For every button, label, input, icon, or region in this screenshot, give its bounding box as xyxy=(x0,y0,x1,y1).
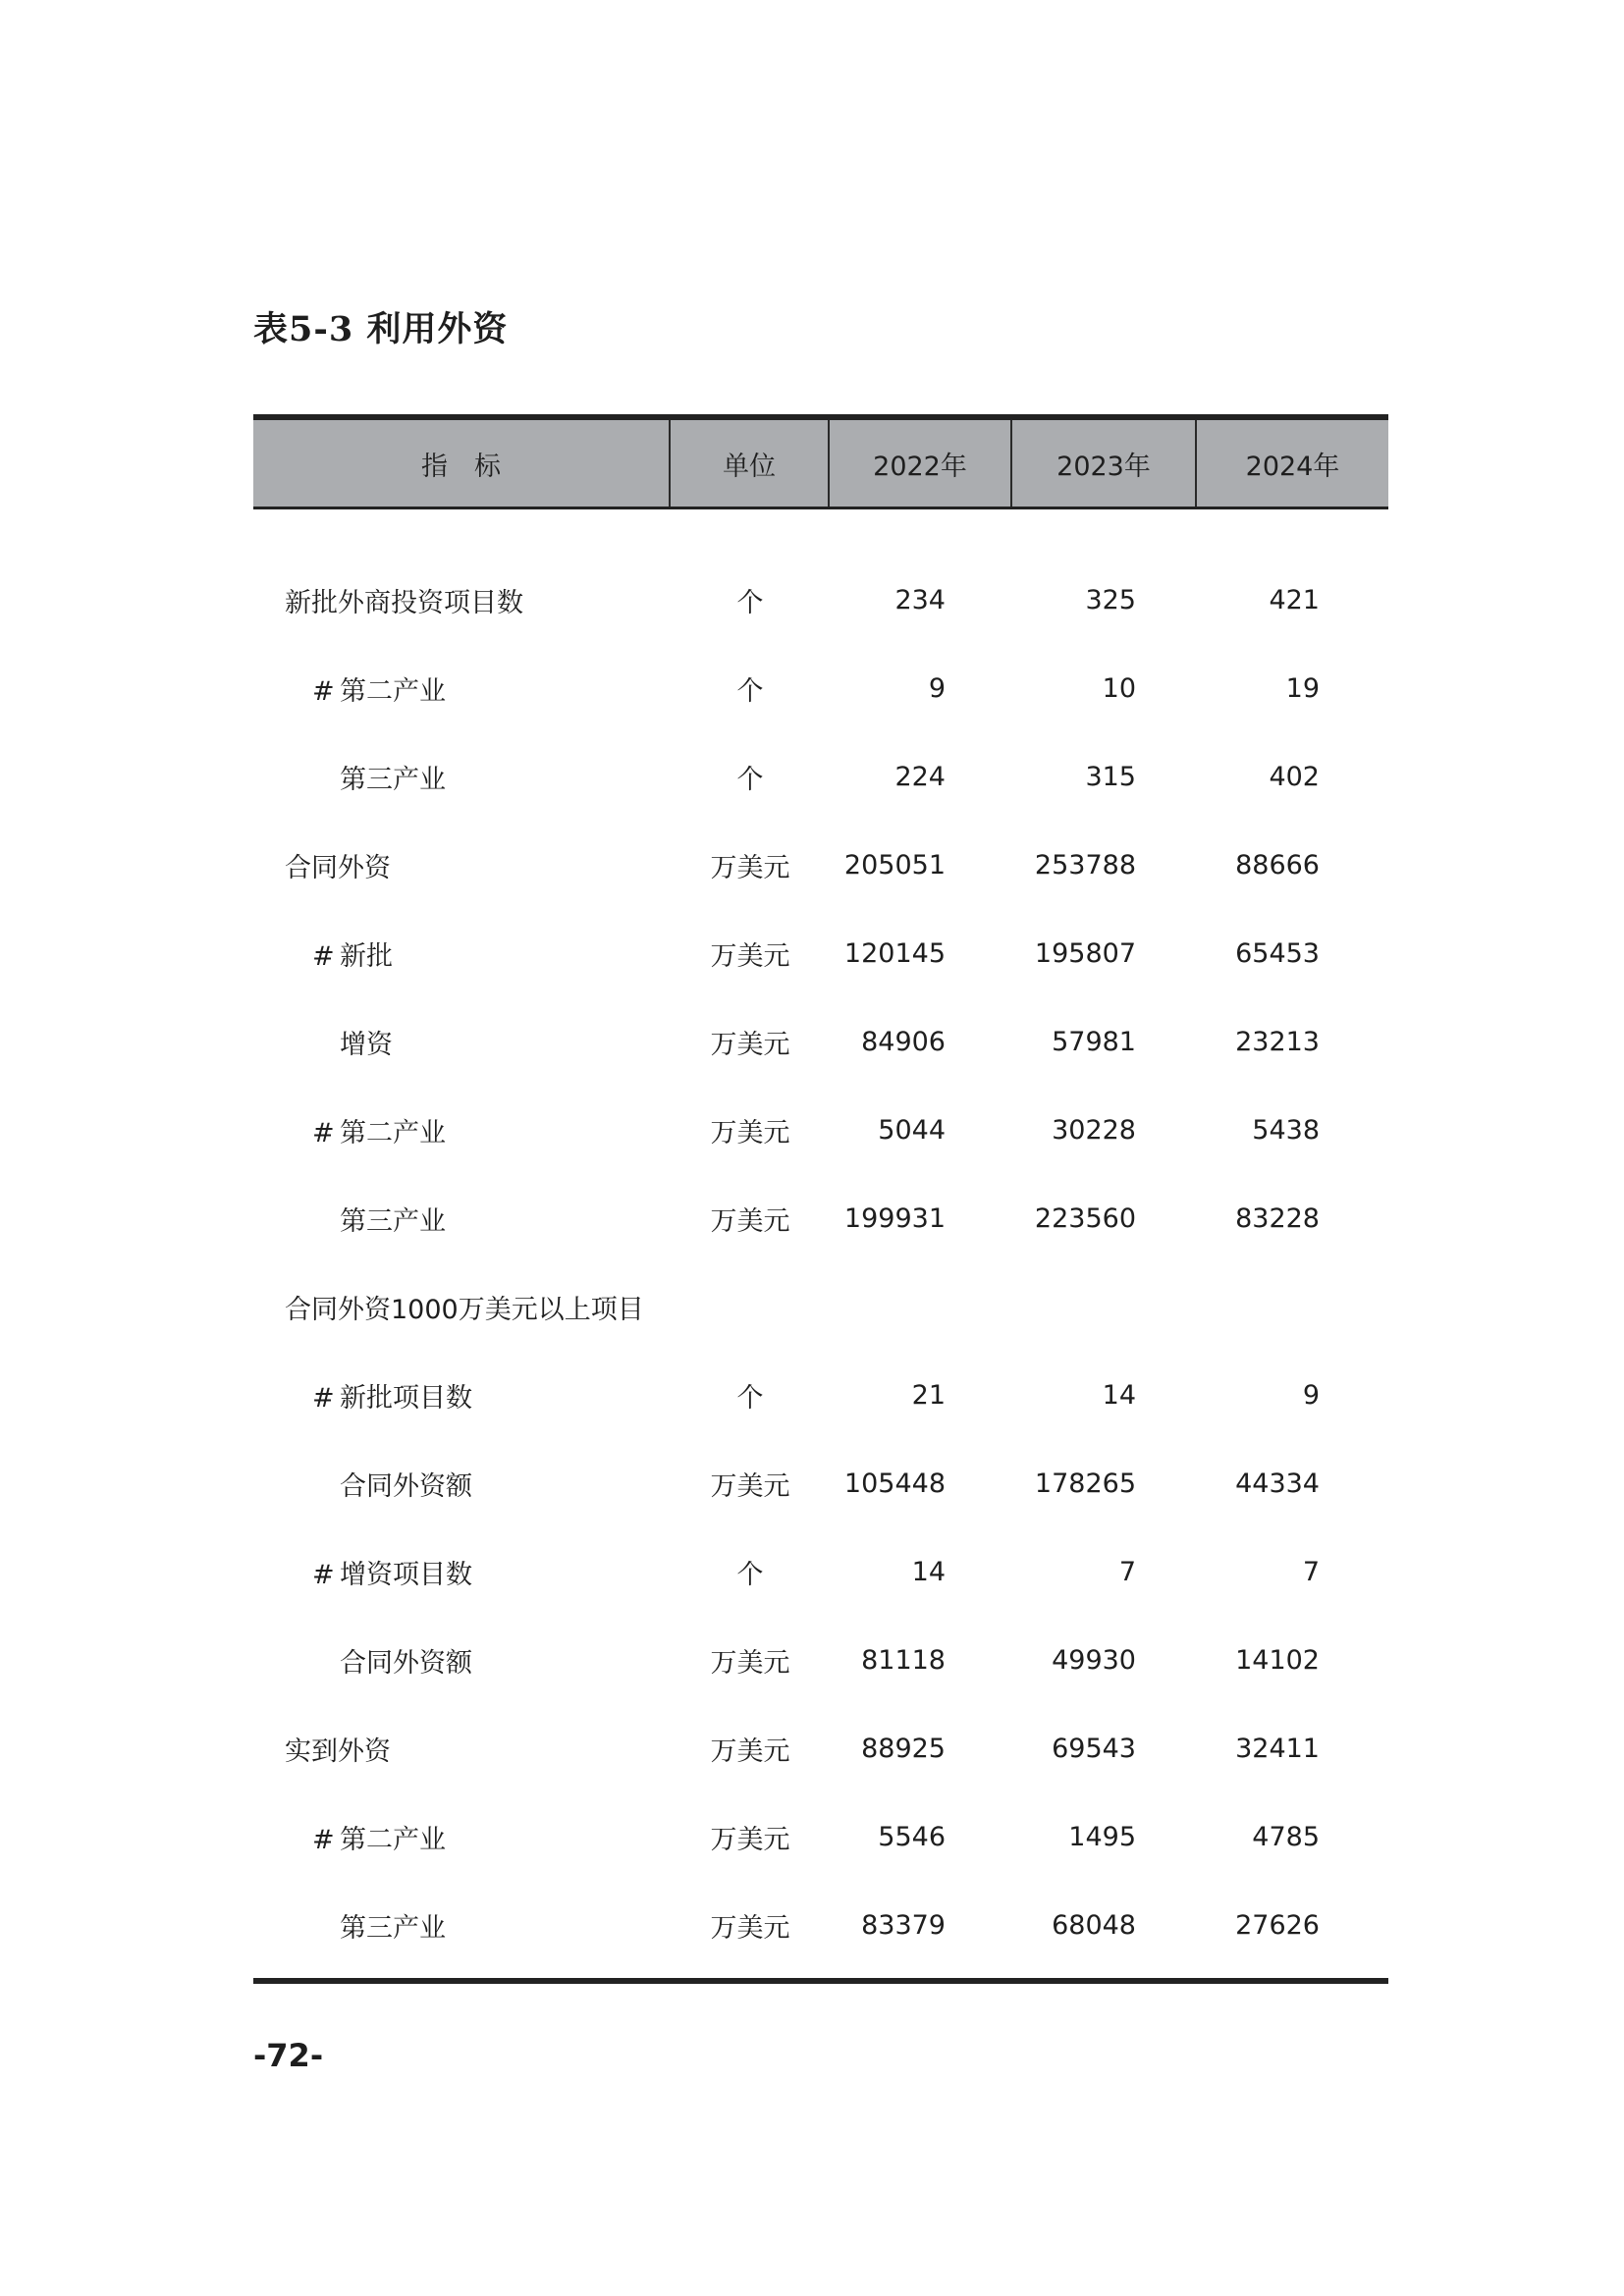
row-unit: 万美元 xyxy=(710,1205,790,1237)
value-2024: 83228 xyxy=(1235,1202,1320,1234)
value-2022: 234 xyxy=(894,584,946,615)
table-row xyxy=(253,556,1388,644)
row-label: # 增资项目数 xyxy=(312,1559,472,1590)
row-label: 合同外资额 xyxy=(340,1470,472,1502)
hash-mark: # xyxy=(312,940,335,972)
row-unit: 万美元 xyxy=(710,1912,790,1944)
row-unit: 万美元 xyxy=(710,940,790,972)
row-label: 增资 xyxy=(340,1029,393,1060)
value-2024: 23213 xyxy=(1235,1026,1320,1057)
row-label: 合同外资额 xyxy=(340,1647,472,1679)
value-2024: 19 xyxy=(1285,672,1320,704)
value-2022: 81118 xyxy=(861,1644,946,1676)
row-label: # 第二产业 xyxy=(312,675,446,707)
value-2022: 14 xyxy=(911,1556,946,1587)
value-2023: 178265 xyxy=(1034,1468,1136,1499)
value-2022: 5546 xyxy=(878,1821,946,1852)
value-2022: 84906 xyxy=(861,1026,946,1057)
row-unit: 万美元 xyxy=(710,1735,790,1767)
table-row xyxy=(253,1704,1388,1792)
header-indicator: 指 标 xyxy=(253,420,671,507)
table-row xyxy=(253,1262,1388,1351)
table-row xyxy=(253,997,1388,1086)
row-label: 合同外资 xyxy=(285,852,391,883)
value-2022: 120145 xyxy=(843,937,946,969)
hash-mark: # xyxy=(312,675,335,707)
value-2022: 199931 xyxy=(843,1202,946,1234)
hash-mark: # xyxy=(312,1824,335,1855)
value-2022: 105448 xyxy=(843,1468,946,1499)
value-2023: 14 xyxy=(1102,1379,1136,1411)
row-unit: 个 xyxy=(736,1382,764,1414)
row-unit: 万美元 xyxy=(710,1470,790,1502)
row-label: # 新批 xyxy=(312,940,393,972)
table-body xyxy=(253,509,1388,1969)
table-row xyxy=(253,1439,1388,1527)
row-unit: 万美元 xyxy=(710,1824,790,1855)
value-2022: 21 xyxy=(911,1379,946,1411)
header-2024: 2024年 xyxy=(1245,451,1340,482)
value-2023: 49930 xyxy=(1052,1644,1136,1676)
row-unit: 万美元 xyxy=(710,1117,790,1148)
table-row xyxy=(253,1881,1388,1969)
hash-mark: # xyxy=(312,1382,335,1414)
value-2023: 69543 xyxy=(1052,1733,1136,1764)
row-label: 第三产业 xyxy=(340,1205,446,1237)
header-2022: 2022年 xyxy=(830,420,1012,507)
table-row xyxy=(253,732,1388,821)
value-2023: 195807 xyxy=(1034,937,1136,969)
value-2022: 5044 xyxy=(878,1114,946,1146)
value-2022: 83379 xyxy=(861,1909,946,1941)
table-row xyxy=(253,1086,1388,1174)
data-table xyxy=(253,414,1388,1969)
row-label: # 第二产业 xyxy=(312,1824,446,1855)
value-2022: 88925 xyxy=(861,1733,946,1764)
header-2023: 2023年 xyxy=(1012,420,1197,507)
table-row xyxy=(253,1527,1388,1616)
value-2024: 32411 xyxy=(1235,1733,1320,1764)
table-row xyxy=(253,1174,1388,1262)
row-unit: 个 xyxy=(736,675,764,707)
row-unit: 万美元 xyxy=(710,852,790,883)
page-title: 表5-3 利用外资 xyxy=(253,309,509,349)
value-2023: 253788 xyxy=(1034,849,1136,881)
value-2024: 402 xyxy=(1269,761,1320,792)
table-row xyxy=(253,1792,1388,1881)
row-unit: 万美元 xyxy=(710,1647,790,1679)
table-row xyxy=(253,1351,1388,1439)
row-unit: 万美元 xyxy=(710,1029,790,1060)
value-2024: 4785 xyxy=(1252,1821,1320,1852)
table-row xyxy=(253,909,1388,997)
table-row xyxy=(253,1616,1388,1704)
row-unit: 个 xyxy=(736,1559,764,1590)
page-number: -72- xyxy=(253,2037,324,2074)
value-2023: 10 xyxy=(1102,672,1136,704)
header-unit: 单位 xyxy=(671,420,830,507)
value-2023: 30228 xyxy=(1052,1114,1136,1146)
value-2023: 325 xyxy=(1085,584,1136,615)
value-2024: 27626 xyxy=(1235,1909,1320,1941)
value-2024: 14102 xyxy=(1235,1644,1320,1676)
value-2024: 9 xyxy=(1302,1379,1320,1411)
row-label: 第三产业 xyxy=(340,764,446,795)
row-label: 第三产业 xyxy=(340,1912,446,1944)
value-2024: 5438 xyxy=(1252,1114,1320,1146)
value-2023: 315 xyxy=(1085,761,1136,792)
value-2023: 68048 xyxy=(1052,1909,1136,1941)
row-label: 新批外商投资项目数 xyxy=(285,587,523,618)
value-2024: 7 xyxy=(1302,1556,1320,1587)
table-header xyxy=(253,420,1388,509)
value-2024: 421 xyxy=(1269,584,1320,615)
row-label: 合同外资1000万美元以上项目 xyxy=(285,1294,644,1325)
value-2023: 7 xyxy=(1118,1556,1136,1587)
row-label: 实到外资 xyxy=(285,1735,391,1767)
value-2022: 9 xyxy=(928,672,946,704)
table-row xyxy=(253,821,1388,909)
hash-mark: # xyxy=(312,1559,335,1590)
value-2022: 224 xyxy=(894,761,946,792)
value-2023: 223560 xyxy=(1034,1202,1136,1234)
table-bottom-rule xyxy=(253,1978,1388,1984)
value-2024: 65453 xyxy=(1235,937,1320,969)
value-2022: 205051 xyxy=(843,849,946,881)
row-label: # 新批项目数 xyxy=(312,1382,472,1414)
value-2023: 57981 xyxy=(1052,1026,1136,1057)
value-2024: 88666 xyxy=(1235,849,1320,881)
table-row xyxy=(253,644,1388,732)
row-label: # 第二产业 xyxy=(312,1117,446,1148)
row-unit: 个 xyxy=(736,587,764,618)
row-unit: 个 xyxy=(736,764,764,795)
hash-mark: # xyxy=(312,1117,335,1148)
value-2024: 44334 xyxy=(1235,1468,1320,1499)
value-2023: 1495 xyxy=(1068,1821,1136,1852)
